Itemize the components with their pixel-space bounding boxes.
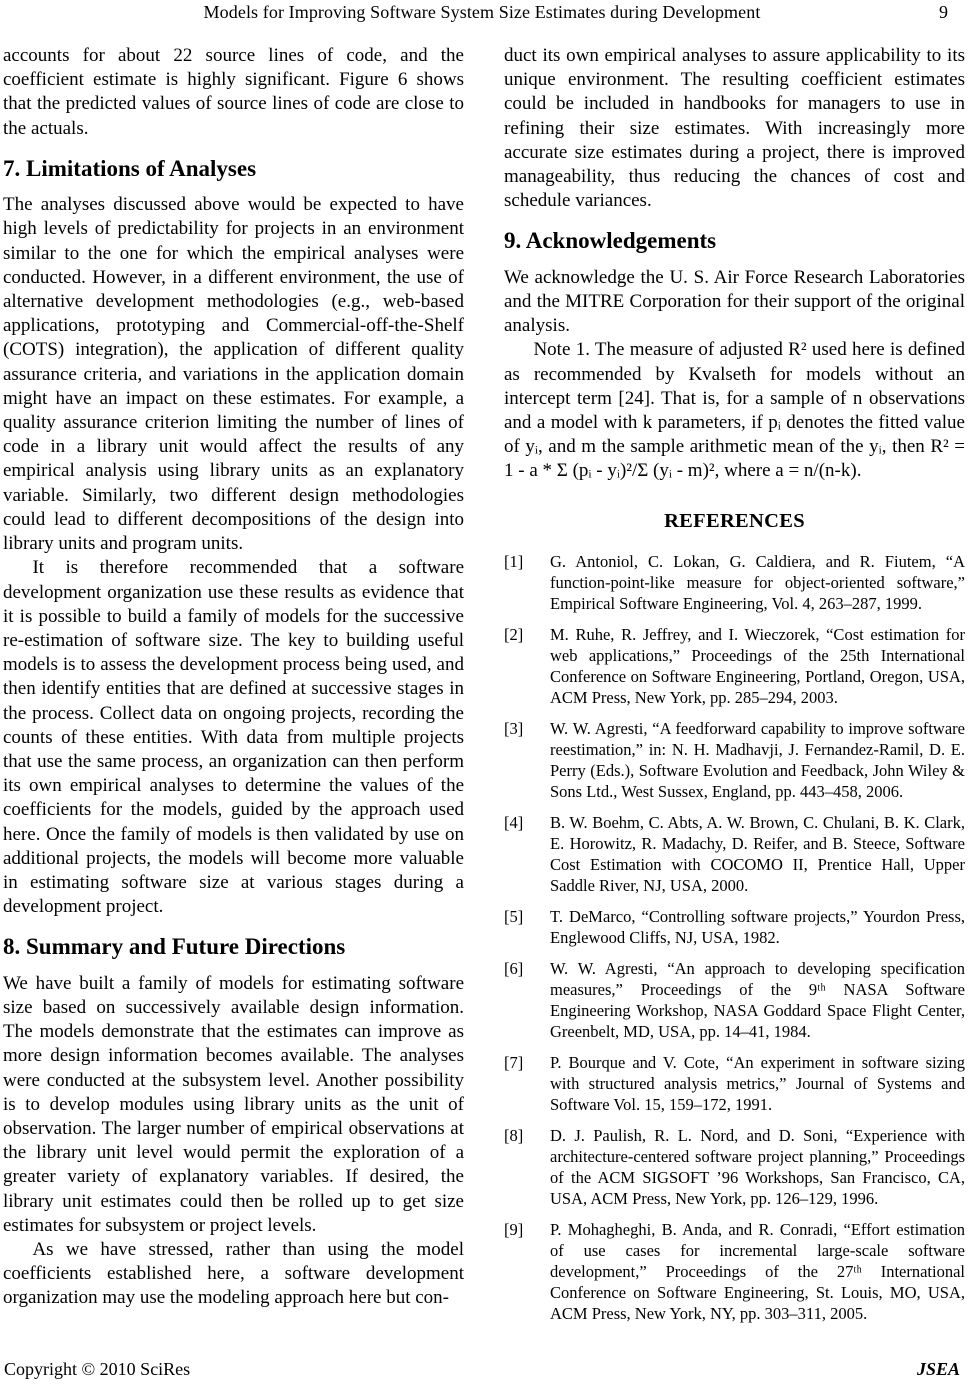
two-column-body (3, 44, 964, 1334)
reference-item (504, 624, 965, 708)
running-header (4, 2, 960, 24)
section8-paragraph-2: As we have stressed, rather than using the model coefficients established here, a software development organization may use the modeling approach here but con- (3, 1239, 464, 1309)
reference-item (504, 906, 965, 948)
reference-item (504, 551, 965, 614)
reference-item (504, 1052, 965, 1115)
paragraph-intro-continuation: accounts for about 22 source lines of code, and the coefficient estimate is highly significant. Figure 6 shows that the predicted values of source lines of code are close to the actuals. (3, 45, 464, 139)
section7-paragraph-1: The analyses discussed above would be expected to have high levels of predictability for projects in an environment similar to the one for which the empirical analyses were conducted. However, in a different environment, the use of alternative development methodologies (e.g., web-based applications, prototyping and Commercial-off-the-Shelf (COTS) integration), the application of different quality assurance criteria, and variations in the application domain might have an impact on these estimates. For example, a quality assurance criterion limiting the number of lines of code in a library unit would affect the results of any empirical analysis using library units as an explanatory variable. Similarly, two different design methodologies could lead to different decompositions of the design into library units and program units. (3, 194, 464, 555)
page-number: 9 (939, 2, 948, 22)
reference-text: D. J. Paulish, R. L. Nord, and D. Soni, “Experience with architecture-centered software project planning,” Proceedings of the ACM SIGSOFT ’96 Workshops, San Francisco, CA, USA, ACM Press, New York, pp. 126–129, 1996. (550, 1125, 965, 1208)
reference-label: [1] (504, 551, 524, 571)
reference-label: [4] (504, 812, 524, 832)
reference-label: [5] (504, 906, 524, 926)
reference-item (504, 718, 965, 802)
reference-label: [6] (504, 958, 524, 978)
footer-journal: JSEA (916, 1359, 960, 1379)
reference-text: M. Ruhe, R. Jeffrey, and I. Wieczorek, “Cost estimation for web applications,” Proceedings of the 25th International Conference on Software Engineering, Portland, Oregon, USA, ACM Press, New York, pp. 285–294, 2003. (550, 624, 965, 707)
reference-text: P. Mohagheghi, B. Anda, and R. Conradi, “Effort estimation of use cases for incremental large-scale software development,” Proceedings of the 27ᵗʰ International Conference on Software Engineering, St. Louis, MO, USA, ACM Press, New York, NY, pp. 303–311, 2005. (550, 1219, 965, 1323)
reference-label: [9] (504, 1219, 524, 1239)
reference-text: B. W. Boehm, C. Abts, A. W. Brown, C. Chulani, B. K. Clark, E. Horowitz, R. Madachy, D. Reifer, and B. Steece, Software Cost Estimation with COCOMO II, Prentice Hall, Upper Saddle River, NJ, USA, 2000. (550, 812, 965, 895)
note-paragraph: Note 1. The measure of adjusted R² used here is defined as recommended by Kvalseth for models without an intercept term [24]. That is, for a sample of n observations and a model with k parameters, if pᵢ denotes the fitted value of yᵢ, and m the sample arithmetic mean of the yᵢ, then R² = 1 - a * Σ (pᵢ - yᵢ)²/Σ (yᵢ - m)², where a = n/(n-k). (504, 339, 965, 482)
reference-text: P. Bourque and V. Cote, “An experiment in software sizing with structured analysis metrics,” Journal of Systems and Software Vol. 15, 159–172, 1991. (550, 1052, 965, 1114)
section8-paragraph-1: We have built a family of models for estimating software size based on successively available design information. The models demonstrate that the estimates can improve as more design information becomes available. The analyses were conducted at the subsystem level. Another possibility is to develop modules using library units as the unit of observation. The larger number of empirical observations at the library unit level would permit the exploration of a greater variety of explanatory variables. If desired, the library unit estimates could then be rolled up to get size estimates for subsystem or project levels. (3, 972, 464, 1236)
section9-heading: 9. Acknowledgements (504, 228, 717, 254)
reference-list (504, 551, 965, 1324)
reference-item (504, 812, 965, 896)
reference-item (504, 1125, 965, 1209)
footer-copyright: Copyright © 2010 SciRes (4, 1359, 191, 1379)
references-heading: REFERENCES (664, 509, 805, 532)
reference-label: [2] (504, 624, 524, 644)
left-column (3, 44, 464, 1334)
running-title: Models for Improving Software System Size Estimates during Development (203, 2, 761, 22)
reference-text: G. Antoniol, C. Lokan, G. Caldiera, and R. Fiutem, “A function-point-like measure for object-oriented software,” Empirical Software Engineering, Vol. 4, 263–287, 1999. (550, 551, 965, 613)
paragraph-continuation: duct its own empirical analyses to assure applicability to its unique environment. The resulting coefficient estimates could be included in handbooks for managers to use in refining their size estimates. With increasingly more accurate size estimates during a project, there is improved manageability, thus reducing the chances of cost and schedule variances. (504, 45, 965, 212)
reference-label: [7] (504, 1052, 524, 1072)
section8-heading: 8. Summary and Future Directions (3, 934, 346, 960)
section9-paragraph-1: We acknowledge the U. S. Air Force Research Laboratories and the MITRE Corporation for their support of the original analysis. (504, 266, 965, 337)
reference-label: [8] (504, 1125, 524, 1145)
right-column (504, 44, 965, 1334)
reference-label: [3] (504, 718, 524, 738)
reference-text: W. W. Agresti, “An approach to developing specification measures,” Proceedings of the 9ᵗʰ NASA Software Engineering Workshop, NASA Goddard Space Flight Center, Greenbelt, MD, USA, pp. 14–41, 1984. (550, 958, 965, 1041)
section7-paragraph-2: It is therefore recommended that a software development organization use these results as evidence that it is possible to build a family of models for the successive re-estimation of software size. The key to building useful models is to assess the development process being used, and then identify entities that are defined at successive stages in the process. Collect data on ongoing projects, recording the counts of these entities. With data from multiple projects that use the same process, an organization can then perform its own empirical analyses to determine the values of the coefficients for the models, guided by the approach used here. Once the family of models is then validated by use on additional projects, the models will become more valuable in estimating software size at various stages during a development project. (3, 557, 464, 918)
reference-item (504, 1219, 965, 1324)
reference-text: T. DeMarco, “Controlling software projects,” Yourdon Press, Englewood Cliffs, NJ, USA, 1982. (550, 906, 965, 947)
page-footer (4, 1359, 960, 1380)
section7-heading: 7. Limitations of Analyses (3, 155, 257, 181)
reference-item (504, 958, 965, 1042)
reference-text: W. W. Agresti, “A feedforward capability to improve software reestimation,” in: N. H. Madhavji, J. Fernandez-Ramil, D. E. Perry (Eds.), Software Evolution and Feedback, John Wiley & Sons Ltd., West Sussex, England, pp. 443–458, 2006. (550, 718, 965, 801)
